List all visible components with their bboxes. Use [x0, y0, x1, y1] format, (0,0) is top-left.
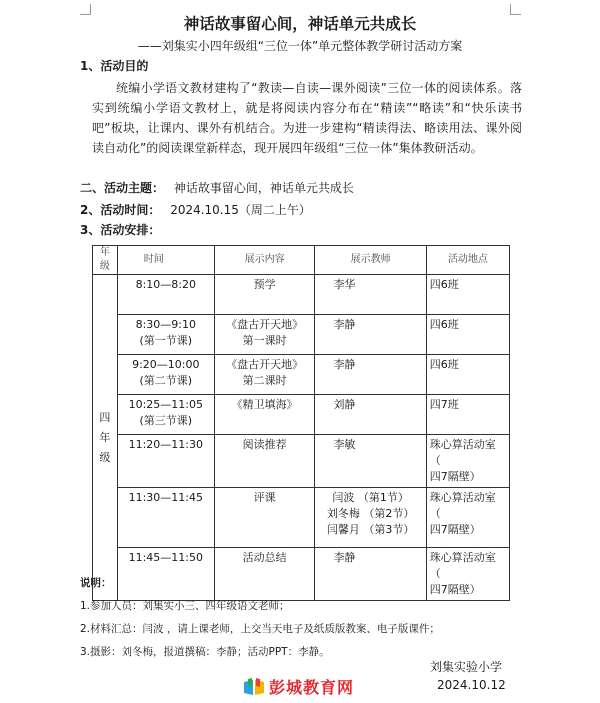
content-cell: 活动总结: [214, 548, 315, 601]
document-title: 神话故事留心间，神话单元共成长: [183, 15, 417, 33]
schedule-table: [92, 245, 510, 601]
teacher-cell: 李静: [315, 355, 426, 395]
place-cell: 珠心算活动室（ 四7隔壁）: [426, 548, 509, 601]
time-cell: 10:25—11:05 (第三节课): [117, 395, 214, 435]
time-value: 2024.10.15（周二上午）: [170, 203, 311, 217]
header-teacher: 展示教师: [315, 246, 426, 275]
teacher-cell: 闫波 （第1节） 刘冬梅 （第2节） 闫馨月 （第3节）: [315, 488, 426, 548]
footer-date: 2024.10.12: [437, 678, 506, 692]
teacher-cell: 李静: [315, 548, 426, 601]
table-row: [93, 315, 510, 355]
time-cell: 11:45—11:50: [117, 548, 214, 601]
table-row: [93, 355, 510, 395]
purpose-paragraph: 统编小学语文教材建构了“教读—自读—课外阅读”三位一体的阅读体系。落实到统编小学语文教材上，就是将阅读内容分布在“精读”“略读”和“快乐读书吧”板块，让课内、课外有机结合。为进一步建构“精读得法、略读用法、课外阅读自动化”的阅读课堂新样态，现开展四年级组“三位一体”集体教研活动。: [92, 81, 522, 155]
time-label: 2、活动时间：: [80, 203, 161, 217]
time-cell: 9:20—10:00 (第二节课): [117, 355, 214, 395]
watermark-text: 彭城教育网: [269, 678, 355, 697]
table-row: [93, 435, 510, 488]
theme-line: [80, 178, 354, 198]
section-heading-schedule: 3、活动安排：: [80, 223, 161, 237]
note-item: 3.摄影：刘冬梅，报道撰稿：李静；活动PPT：李静。: [80, 646, 330, 658]
time-cell: 11:30—11:45: [117, 488, 214, 548]
teacher-cell: 李静: [315, 315, 426, 355]
place-cell: 珠心算活动室（ 四7隔壁）: [426, 435, 509, 488]
content-cell: 预学: [214, 275, 315, 315]
place-cell: 四6班: [426, 355, 509, 395]
header-time: 时间: [117, 246, 214, 275]
header-content: 展示内容: [214, 246, 315, 275]
content-cell: 阅读推荐: [214, 435, 315, 488]
time-line: [80, 200, 311, 220]
note-item: 1.参加人员：刘集实小三、四年级语文老师；: [80, 600, 290, 612]
content-cell: 《精卫填海》: [214, 395, 315, 435]
book-icon: [243, 678, 265, 696]
document-subtitle: ——刘集实小四年级组“三位一体”单元整体教学研讨活动方案: [137, 39, 463, 53]
table-row: [93, 395, 510, 435]
teacher-cell: 李华: [315, 275, 426, 315]
content-cell: 评课: [214, 488, 315, 548]
watermark-logo: [243, 675, 354, 698]
place-cell: 珠心算活动室（ 四7隔壁）: [426, 488, 509, 548]
notes-heading: 说明：: [80, 577, 112, 589]
table-row: [93, 488, 510, 548]
header-grade: 年级: [93, 246, 118, 275]
grade-cell: 四 年 级: [93, 275, 118, 601]
place-cell: 四6班: [426, 275, 509, 315]
footer-school: 刘集实验小学: [430, 660, 503, 674]
place-cell: 四7班: [426, 395, 509, 435]
header-place: 活动地点: [426, 246, 509, 275]
note-item: 2.材料汇总：闫波 ，请上课老师，上交当天电子及纸质版教案、电子版课件；: [80, 623, 440, 635]
table-row: [93, 548, 510, 601]
content-cell: 《盘古开天地》 第二课时: [214, 355, 315, 395]
teacher-cell: 刘静: [315, 395, 426, 435]
section-heading-purpose: 1、活动目的: [80, 59, 149, 73]
table-row: [93, 275, 510, 315]
content-cell: 《盘古开天地》 第一课时: [214, 315, 315, 355]
table-header-row: [93, 246, 510, 275]
time-cell: 8:30—9:10 (第一节课): [117, 315, 214, 355]
theme-label: 二、活动主题：: [80, 181, 165, 195]
time-cell: 8:10—8:20: [117, 275, 214, 315]
theme-value: 神话故事留心间，神话单元共成长: [173, 181, 354, 195]
place-cell: 四6班: [426, 315, 509, 355]
teacher-cell: 李敏: [315, 435, 426, 488]
time-cell: 11:20—11:30: [117, 435, 214, 488]
